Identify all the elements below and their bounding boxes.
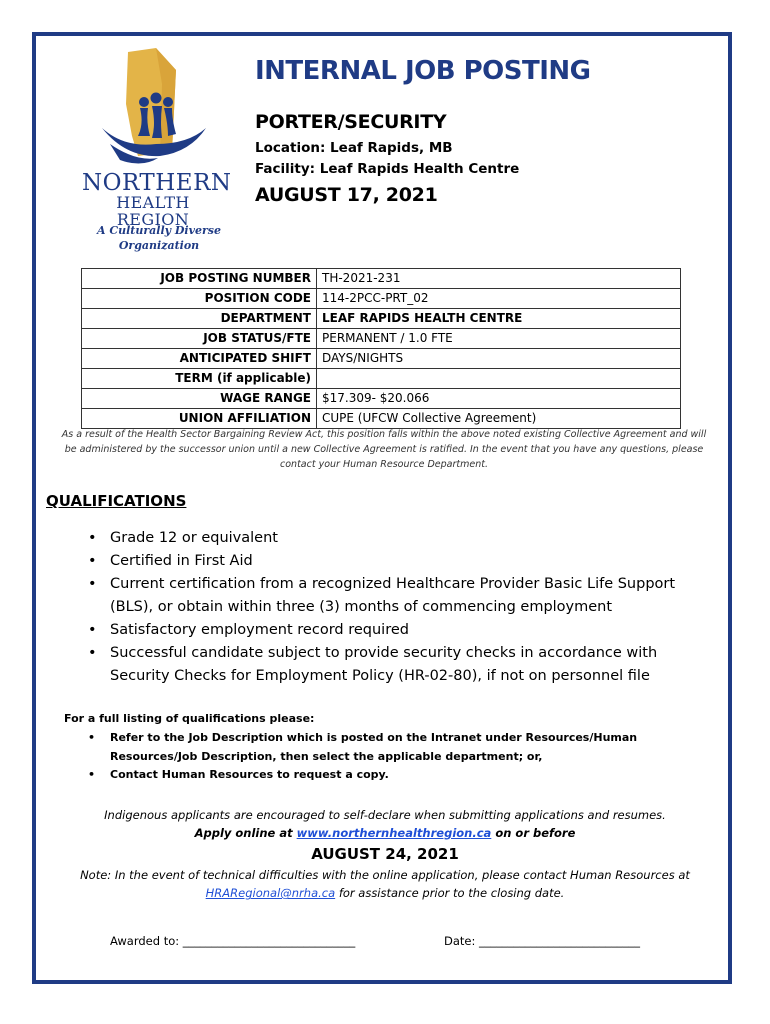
table-row bbox=[82, 409, 681, 429]
list-item: • Current certification from a recognized Healthcare Provider Basic Life Support (BLS), or obtain within three (3) months of commencing employment bbox=[88, 573, 713, 619]
awarded-to-field: Awarded to: ______________________________ bbox=[110, 934, 356, 948]
org-name-line1: NORTHERN bbox=[82, 170, 232, 196]
list-item: • Contact Human Resources to request a copy. bbox=[88, 766, 708, 785]
indigenous-note: Indigenous applicants are encouraged to self-declare when submitting applications and resumes. bbox=[104, 808, 666, 822]
apply-prefix: Apply online at bbox=[194, 826, 293, 840]
technical-note bbox=[40, 866, 730, 903]
table-row bbox=[82, 389, 681, 409]
row-value: CUPE (UFCW Collective Agreement) bbox=[317, 409, 681, 429]
qualifications-list bbox=[88, 527, 713, 688]
row-label: ANTICIPATED SHIFT bbox=[82, 349, 317, 369]
table-row bbox=[82, 289, 681, 309]
org-tagline bbox=[84, 224, 234, 254]
org-name bbox=[82, 170, 232, 229]
apply-suffix: on or before bbox=[495, 826, 576, 840]
row-label: JOB STATUS/FTE bbox=[82, 329, 317, 349]
email-link[interactable]: HRARegional@nrha.ca bbox=[205, 886, 336, 901]
row-value: 114-2PCC-PRT_02 bbox=[317, 289, 681, 309]
note-line: be administered by the successor union until a new Collective Agreement is ratified. In the event that you have any questions, please bbox=[64, 444, 704, 456]
list-item: • Grade 12 or equivalent bbox=[88, 527, 713, 550]
table-row bbox=[82, 369, 681, 389]
row-label: TERM (if applicable) bbox=[82, 369, 317, 389]
list-item: • Satisfactory employment record required bbox=[88, 619, 713, 642]
posting-date: AUGUST 17, 2021 bbox=[255, 184, 438, 206]
org-name-line2: HEALTH REGION bbox=[116, 193, 190, 229]
facility-text: Facility: Leaf Rapids Health Centre bbox=[255, 161, 520, 177]
table-row bbox=[82, 349, 681, 369]
position-title: PORTER/SECURITY bbox=[255, 111, 447, 133]
website-link[interactable]: www.northernhealthregion.ca bbox=[296, 826, 492, 840]
note-line: As a result of the Health Sector Bargaining Review Act, this position falls within the above noted existing Collective Agreement and will bbox=[61, 429, 707, 440]
tagline-line1: A Culturally Diverse bbox=[97, 224, 221, 237]
date-field: Date: ____________________________ bbox=[444, 934, 641, 948]
row-label: POSITION CODE bbox=[82, 289, 317, 309]
row-label: JOB POSTING NUMBER bbox=[82, 269, 317, 289]
tech-note-line2 bbox=[40, 884, 730, 902]
row-value: DAYS/NIGHTS bbox=[317, 349, 681, 369]
page-title: INTERNAL JOB POSTING bbox=[255, 56, 591, 86]
note-line: contact your Human Resource Department. bbox=[280, 459, 488, 471]
full-listing-list bbox=[88, 729, 708, 785]
table-row bbox=[82, 309, 681, 329]
row-value: LEAF RAPIDS HEALTH CENTRE bbox=[317, 309, 681, 329]
apply-line bbox=[40, 826, 730, 840]
row-label: WAGE RANGE bbox=[82, 389, 317, 409]
tagline-line2: Organization bbox=[118, 238, 200, 252]
table-row bbox=[82, 329, 681, 349]
full-listing-heading: For a full listing of qualifications please: bbox=[64, 712, 315, 725]
table-row bbox=[82, 269, 681, 289]
row-value bbox=[317, 369, 681, 389]
row-value: TH-2021-231 bbox=[317, 269, 681, 289]
row-value: $17.309- $20.066 bbox=[317, 389, 681, 409]
bargaining-note bbox=[44, 427, 724, 473]
closing-date: AUGUST 24, 2021 bbox=[311, 845, 459, 863]
qualifications-heading: QUALIFICATIONS bbox=[46, 492, 187, 510]
row-value: PERMANENT / 1.0 FTE bbox=[317, 329, 681, 349]
row-label: DEPARTMENT bbox=[82, 309, 317, 329]
list-item: • Refer to the Job Description which is posted on the Intranet under Resources/Human Resources/Job Description, then select the applicable department; or, bbox=[88, 729, 708, 766]
location-text: Location: Leaf Rapids, MB bbox=[255, 140, 453, 156]
job-info-table bbox=[81, 268, 681, 429]
email-suffix: for assistance prior to the closing date. bbox=[338, 886, 565, 901]
list-item: • Certified in First Aid bbox=[88, 550, 713, 573]
row-label: UNION AFFILIATION bbox=[82, 409, 317, 429]
list-item: • Successful candidate subject to provide security checks in accordance with Security Checks for Employment Policy (HR-02-80), if not on personnel file bbox=[88, 642, 713, 688]
tech-note-line: Note: In the event of technical difficulties with the online application, please contact Human Resources at bbox=[80, 868, 690, 882]
